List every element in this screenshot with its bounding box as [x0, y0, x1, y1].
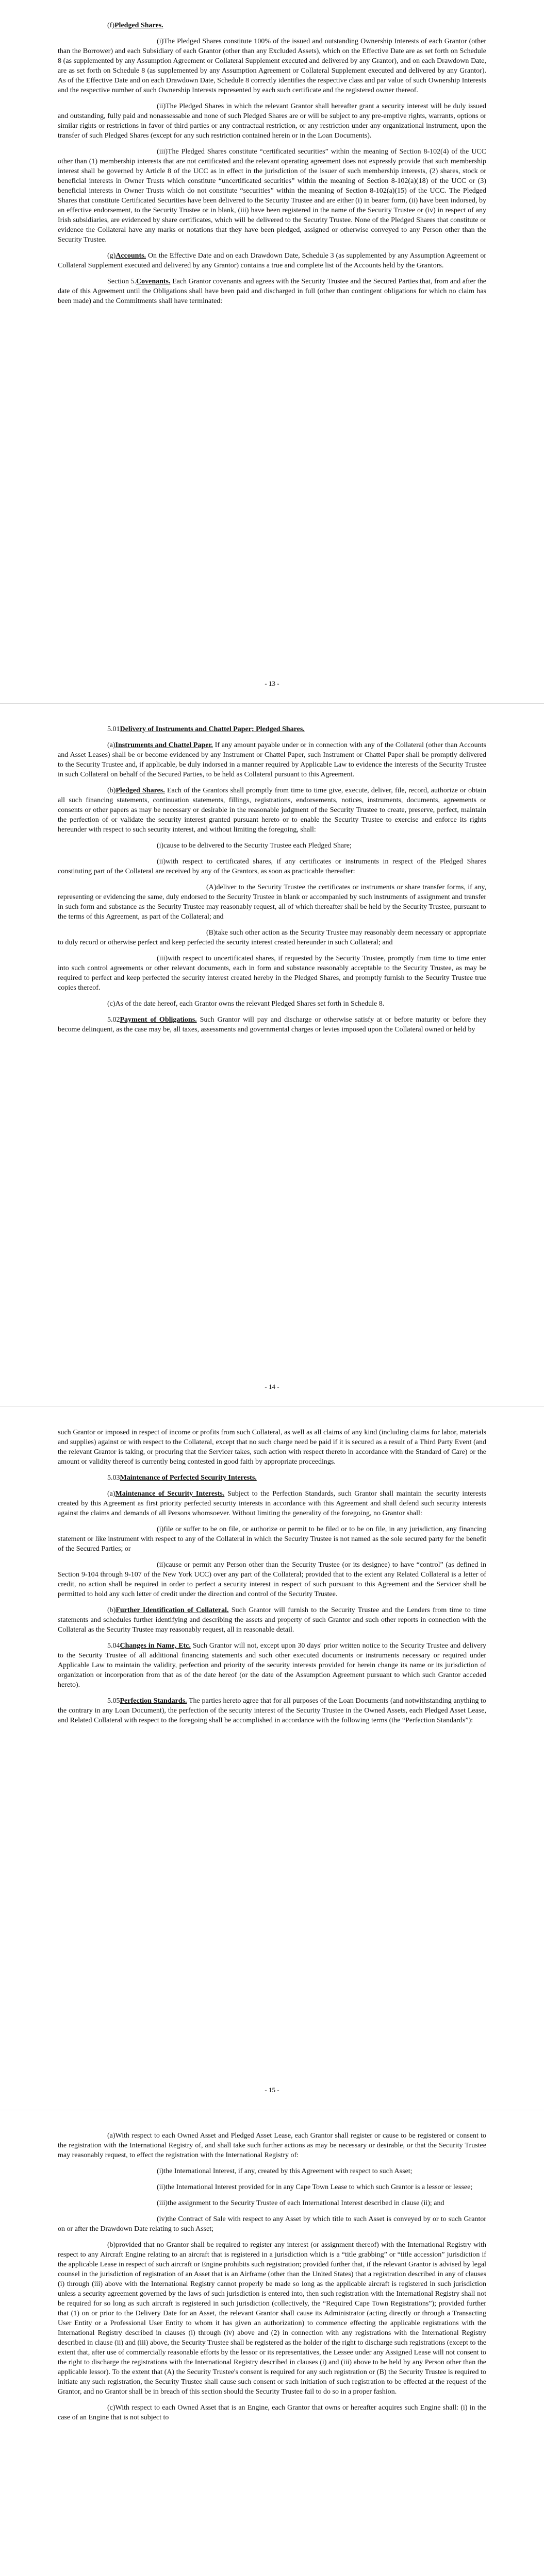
- clause-number: (i): [157, 1526, 164, 1533]
- clause-text: Each of the Grantors shall promptly from time to time give, execute, deliver, file, record, authorize or obtain all such financing statements, continuation statements, fillings, registrations, endorsements, notices, instruments, documents, agreements or consents or other papers as may be necessary or desirable in the reasonable judgment of the Security Trustee to create, preserve, perfect, maintain the perfection of or validate the security interest granted pursuant hereto or to enable the Security Trustee to exercise and enforce its rights hereunder with respect to such security interest, and without limiting the foregoing, shall:: [58, 787, 486, 834]
- clause-paragraph: [58, 1428, 486, 1467]
- clause-text: As of the date hereof, each Grantor owns the relevant Pledged Shares set forth in Schedule 8.: [115, 1000, 385, 1008]
- clause-text: the International Interest, if any, created by this Agreement with respect to such Asset;: [163, 2167, 413, 2175]
- page-number: - 13 -: [265, 680, 279, 687]
- clause-title: Covenants.: [136, 278, 171, 285]
- clause-title: Payment of Obligations.: [120, 1016, 197, 1024]
- clause-title: Accounts.: [116, 252, 146, 260]
- clause-text: Such Grantor will pay and discharge or otherwise satisfy at or before maturity or before they become delinquent, as the case may be, all taxes, assessments and governmental charges or levies imposed upon the Collateral owned or held by: [58, 1016, 487, 1033]
- clause-text: The parties hereto agree that for all purposes of the Loan Documents (and notwithstanding anything to the contrary in any Loan Document), the perfection of the security interest of the Security Trustee in the Owned Assets, each Pledged Asset Lease, and Related Collateral with respect to the foregoing shall be accomplished in accordance with the following terms (the “Perfection Standards”):: [58, 1697, 486, 1724]
- document-page: [0, 1406, 544, 2110]
- clause-number: (g): [107, 252, 116, 260]
- clause-number: (iv): [157, 2215, 168, 2223]
- clause-number: (iii): [157, 148, 168, 156]
- clause-number: (a): [107, 741, 116, 749]
- clause-text: with respect to certificated shares, if any certificates or instruments in respect of the Pledged Shares constituting part of the Collateral are received by any of the Grantors, as soon as practicable thereafter:: [58, 858, 486, 875]
- clause-title: Further Identification of Collateral.: [116, 1606, 229, 1614]
- clause-title: Delivery of Instruments and Chattel Paper; Pledged Shares.: [120, 725, 305, 733]
- clause-text: Each Grantor covenants and agrees with the Security Trustee and the Secured Parties that, from and after the date of this Agreement until the Obligations shall have been paid and discharged in full (other than contingent obligations for which no claim has been made) and the Commitments shall have terminated:: [58, 278, 487, 305]
- clause-paragraph: [58, 786, 486, 835]
- clause-number: 5.02: [107, 1016, 120, 1024]
- clause-number: (c): [107, 1000, 116, 1008]
- clause-text: the International Interest provided for in any Cape Town Lease to which such Grantor is a lessor or lessee;: [166, 2183, 473, 2191]
- clause-paragraph: [58, 1641, 486, 1690]
- clause-paragraph: [58, 841, 486, 851]
- clause-number: (b): [107, 787, 116, 794]
- document-page: [0, 703, 544, 1406]
- clause-text: The Pledged Shares constitute “certificated securities” within the meaning of Section 8-102(4) of the UCC other than (1) membership interests that are not certificated and the relevant operating agreement does not expressly provide that such membership interest shall be governed by Article 8 of the UCC as in effect in the jurisdiction of the issuer of such membership interests, (2) shares, stock or beneficial interests in Owner Trusts which constitute “uncertificated securities” within the meaning of Section 8-102(a)(18) of the UCC or (3) beneficial interests in Owner Trusts which do not constitute “securities” within the meaning of Section 8-102(a)(15) of the UCC. The Pledged Shares that constitute Certificated Securities have been delivered to the Security Trustee and are either (i) in bearer form, (ii) have been indorsed, by an effective endorsement, to the Security Trustee or in blank, (iii) have been registered in the name of the Security Trustee or (iv) in respect of any Irish subsidiaries, are evidenced by share certificates, which will be delivered to the Security Trustee. None of the Pledged Shares that constitute or evidence the Collateral have any marks or notations that they have been pledged, assigned or otherwise conveyed to any Person other than the Security Trustee.: [58, 148, 486, 244]
- clause-paragraph: [58, 1524, 486, 1554]
- clause-paragraph: [58, 251, 486, 270]
- clause-paragraph: [58, 1560, 486, 1599]
- clause-text: the Contract of Sale with respect to any Asset by which title to such Asset is conveyed by or to such Grantor on or after the Drawdown Date relating to such Asset;: [58, 2215, 486, 2233]
- clause-text: provided that no Grantor shall be required to register any interest (or assignment thereof) with the International Registry with respect to any Aircraft Engine relating to an aircraft that is registered in a jurisdiction which is a “title grabbing” or “title accession” jurisdiction if the applicable Lease in respect of such aircraft or Engine prohibits such registration; provided further that, if the relevant Grantor is advised by legal counsel in the jurisdiction of registration of an Asset that is an Airframe (other than the United States) that a registration described in any of clauses (i) through (iii) above with the International Registry cannot properly be made so long as the applicable aircraft is registered in such jurisdiction unless a security agreement governed by the laws of such jurisdiction is entered into, then such registration with the International Registry shall not be required for so long as such aircraft is registered in such jurisdiction (collectively, the “Required Cape Town Registrations”); provided further that (1) on or prior to the Delivery Date for an Asset, the relevant Grantor shall cause its Administrator (acting directly or through a Transacting User Entity or a Professional User Entity to whom it has given an authorization) to commence effecting the applicable registrations with the International Registry described in clauses (i) through (iv) above and (2) in connection with any registrations with the International Registry described in clause (ii) and (iii) above, the Security Trustee shall be registered as the holder of the right to discharge such registrations (except to the extent that, after use of commercially reasonable efforts by the lessor or its representatives, the Lessee under any Assigned Lease will not consent to the right to discharge the registrations with the International Registry described in clauses (i) and (iii) above to be held by any Person other than the applicable lessor). To the extent that (A) the Security Trustee's consent is required for any such registration or (B) the Security Trustee is required to initiate any such registration, the Security Trustee shall cause such consent or such initiation of such registration to be effected at the request of the Grantor, and no Grantor shall be in breach of this section should the Security Trustee fail to do so in a proper fashion.: [58, 2241, 486, 2396]
- clause-number: 5.04: [107, 1642, 120, 1650]
- clause-text: With respect to each Owned Asset that is an Engine, each Grantor that owns or hereafter acquires such Engine shall: (i) in the case of an Engine that is not subject to: [58, 2404, 486, 2421]
- clause-text: With respect to each Owned Asset and Pledged Asset Lease, each Grantor shall register or cause to be registered or consent to the registration with the International Registry of, and shall take such further actions as may be necessary or desirable, or that the Security Trustee may reasonably request, to effect the registration with the International Registry of:: [58, 2132, 486, 2159]
- clause-paragraph: [58, 954, 486, 993]
- clause-title: Perfection Standards.: [120, 1697, 187, 1705]
- clause-paragraph: [58, 740, 486, 779]
- section-heading: [58, 21, 486, 30]
- clause-text: with respect to uncertificated shares, if requested by the Security Trustee, promptly from time to time enter into such control agreements or other relevant documents, each in form and substance reasonably acceptable to the Security Trustee, as may be required to perfect and keep perfected the security interest created hereby in the Pledged Shares, and promptly furnish to the Security Trustee true copies thereof.: [58, 955, 486, 992]
- clause-text: The Pledged Shares in which the relevant Grantor shall hereafter grant a security interest will be duly issued and outstanding, fully paid and nonassessable and none of such Pledged Shares are or will be subject to any pre-emptive rights, warrants, options or similar rights or restrictions in favor of third parties or any contractual restriction, or any restriction under any organizational instrument, upon the transfer of such Pledged Shares (except for any such restriction contained herein or in the Loan Documents).: [58, 103, 486, 140]
- clause-text: Such Grantor will not, except upon 30 days' prior written notice to the Security Trustee and delivery to the Security Trustee of all additional financing statements and such other executed documents or instruments necessary or required under Applicable Law to maintain the validity, perfection and priority of the security interests provided for herein change its name or its jurisdiction of organization or incorporation from that as of the date hereof (or the date of the Assumption Agreement pursuant to which such Grantor acceded hereto).: [58, 1642, 486, 1689]
- clause-paragraph: [58, 277, 486, 306]
- clause-number: (iii): [157, 2199, 168, 2207]
- clause-text: file or suffer to be on file, or authorize or permit to be filed or to be on file, in any jurisdiction, any financing statement or like instrument with respect to any of the Collateral in which the Security Trustee is not named as the sole secured party for the benefit of the Secured Parties; or: [58, 1526, 486, 1553]
- clause-paragraph: [58, 2182, 486, 2192]
- clause-number: (A): [206, 884, 217, 891]
- clause-text: take such other action as the Security Trustee may reasonably deem necessary or appropriate to duly record or otherwise perfect and keep perfected the security interest created hereunder in such Collateral; and: [58, 929, 486, 946]
- clause-number: (i): [157, 2167, 164, 2175]
- clause-number: 5.05: [107, 1697, 120, 1705]
- clause-number: (B): [206, 929, 216, 937]
- clause-text: cause to be delivered to the Security Trustee each Pledged Share;: [163, 842, 352, 850]
- clause-title: Pledged Shares.: [114, 22, 163, 29]
- clause-number: (b): [107, 1606, 116, 1614]
- clause-text: such Grantor or imposed in respect of income or profits from such Collateral, as well as all claims of any kind (including claims for labor, materials and supplies) against or with respect to the Collateral, except that no such charge need be paid if it is secured as a result of a Third Party Event (and the relevant Grantor is taking, or procuring that the Servicer takes, such action with respect thereto in accordance with the Standard of Care) or the amount or validity thereof is currently being contested in good faith by appropriate proceedings.: [58, 1429, 486, 1466]
- clause-text: the assignment to the Security Trustee of each International Interest described in clause (ii); and: [168, 2199, 444, 2207]
- clause-paragraph: [58, 2131, 486, 2160]
- clause-paragraph: [58, 999, 486, 1009]
- clause-number: (i): [157, 38, 164, 45]
- clause-text: Such Grantor will furnish to the Security Trustee and the Lenders from time to time statements and schedules further identifying and describing the assets and property of such Grantor and such other reports in connection with the Collateral as the Security Trustee may reasonably request, all in reasonable detail.: [58, 1606, 486, 1634]
- clause-paragraph: [58, 2198, 486, 2208]
- clause-number: (ii): [157, 858, 166, 866]
- clause-paragraph: [58, 1015, 486, 1035]
- document-page: [0, 2110, 544, 2576]
- document-page: [0, 0, 544, 703]
- clause-text: If any amount payable under or in connection with any of the Collateral (other than Accounts and Asset Leases) shall be or become evidenced by any Instrument or Chattel Paper, such Instrument or Chattel Paper shall be promptly delivered to the Security Trustee and, if applicable, be duly indorsed in a manner required by Applicable Law to evidence the interests of the Security Trustee in such Collateral on behalf of the Secured Parties, to be held as Collateral pursuant to this Agreement.: [58, 741, 486, 778]
- clause-text: cause or permit any Person other than the Security Trustee (or its designee) to have “control” (as defined in Section 9-104 through 9-107 of the New York UCC) over any part of the Collateral; provided that to the extent any Related Collateral is a letter of credit, no action shall be required in order to perfect a security interest in respect of such pursuant to this Agreement and the Servicer shall be permitted to hold any such letter of credit under the direction and control of the Security Trustee.: [58, 1561, 486, 1598]
- clause-paragraph: [58, 37, 486, 95]
- clause-number: (b): [107, 2241, 116, 2249]
- clause-paragraph: [58, 147, 486, 245]
- clause-text: Subject to the Perfection Standards, such Grantor shall maintain the security interests created by this Agreement as first priority perfected security interests in accordance with this Agreement and shall defend such security interests against the claims and demands of all Persons whomsoever. Without limiting the generality of the foregoing, no Grantor shall:: [58, 1490, 486, 1517]
- clause-paragraph: [58, 2240, 486, 2397]
- clause-title: Pledged Shares.: [116, 787, 165, 794]
- clause-title: Maintenance of Security Interests.: [115, 1490, 225, 1498]
- clause-number: (ii): [157, 2183, 166, 2191]
- section-heading: [58, 724, 486, 734]
- clause-number: (ii): [157, 1561, 166, 1569]
- clause-number: (f): [107, 22, 114, 29]
- page-number: - 15 -: [265, 2086, 279, 2094]
- clause-paragraph: [58, 101, 486, 141]
- clause-number: (i): [157, 842, 164, 850]
- clause-number: 5.01: [107, 725, 120, 733]
- clause-paragraph: [58, 2166, 486, 2176]
- clause-paragraph: [58, 2214, 486, 2234]
- clause-paragraph: [58, 928, 486, 947]
- clause-paragraph: [58, 857, 486, 876]
- clause-number: (ii): [157, 103, 166, 110]
- clause-paragraph: [58, 1489, 486, 1518]
- clause-number: (a): [107, 1490, 116, 1498]
- clause-number: Section 5.: [107, 278, 136, 285]
- clause-number: (c): [107, 2404, 116, 2412]
- clause-number: (iii): [157, 955, 168, 962]
- clause-title: Maintenance of Perfected Security Interests.: [120, 1474, 257, 1482]
- clause-paragraph: [58, 2403, 486, 2422]
- clause-text: deliver to the Security Trustee the certificates or instruments or share transfer forms, if any, representing or evidencing the same, duly endorsed to the Security Trustee in blank or accompanied by such instruments of assignment and transfer in such form and substance as the Security Trustee may reasonably request, all of which thereafter shall be held by the Security Trustee, pursuant to the terms of this Agreement, as part of the Collateral; and: [58, 884, 486, 921]
- clause-title: Instruments and Chattel Paper.: [115, 741, 213, 749]
- clause-paragraph: [58, 1696, 486, 1725]
- clause-text: The Pledged Shares constitute 100% of the issued and outstanding Ownership Interests of each Grantor (other than the Borrower) and each Subsidiary of each Grantor (other than any Excluded Assets), which on the Effective Date are as set forth on Schedule 8 (as supplemented by any Assumption Agreement or Collateral Supplement executed and delivered by any Grantor), and on each Drawdown Date, are as set forth on Schedule 8 (as supplemented by any Assumption Agreement or Collateral Supplement executed and delivered by any Grantor). As of the Effective Date and on each Drawdown Date, Schedule 8 correctly identifies the respective class and par value of such Ownership Interests and the respective number of such Ownership Interests represented by each such certificate and the registered owner thereof.: [58, 38, 486, 94]
- clause-title: Changes in Name, Etc.: [120, 1642, 191, 1650]
- clause-text: On the Effective Date and on each Drawdown Date, Schedule 3 (as supplemented by any Assumption Agreement or Collateral Supplement executed and delivered by any Grantor) contains a true and complete list of the Accounts held by the Grantors.: [58, 252, 487, 269]
- page-number: - 14 -: [265, 1383, 279, 1391]
- clause-paragraph: [58, 1605, 486, 1635]
- clause-number: 5.03: [107, 1474, 120, 1482]
- clause-paragraph: [58, 883, 486, 922]
- section-heading: [58, 1473, 486, 1483]
- clause-number: (a): [107, 2132, 116, 2140]
